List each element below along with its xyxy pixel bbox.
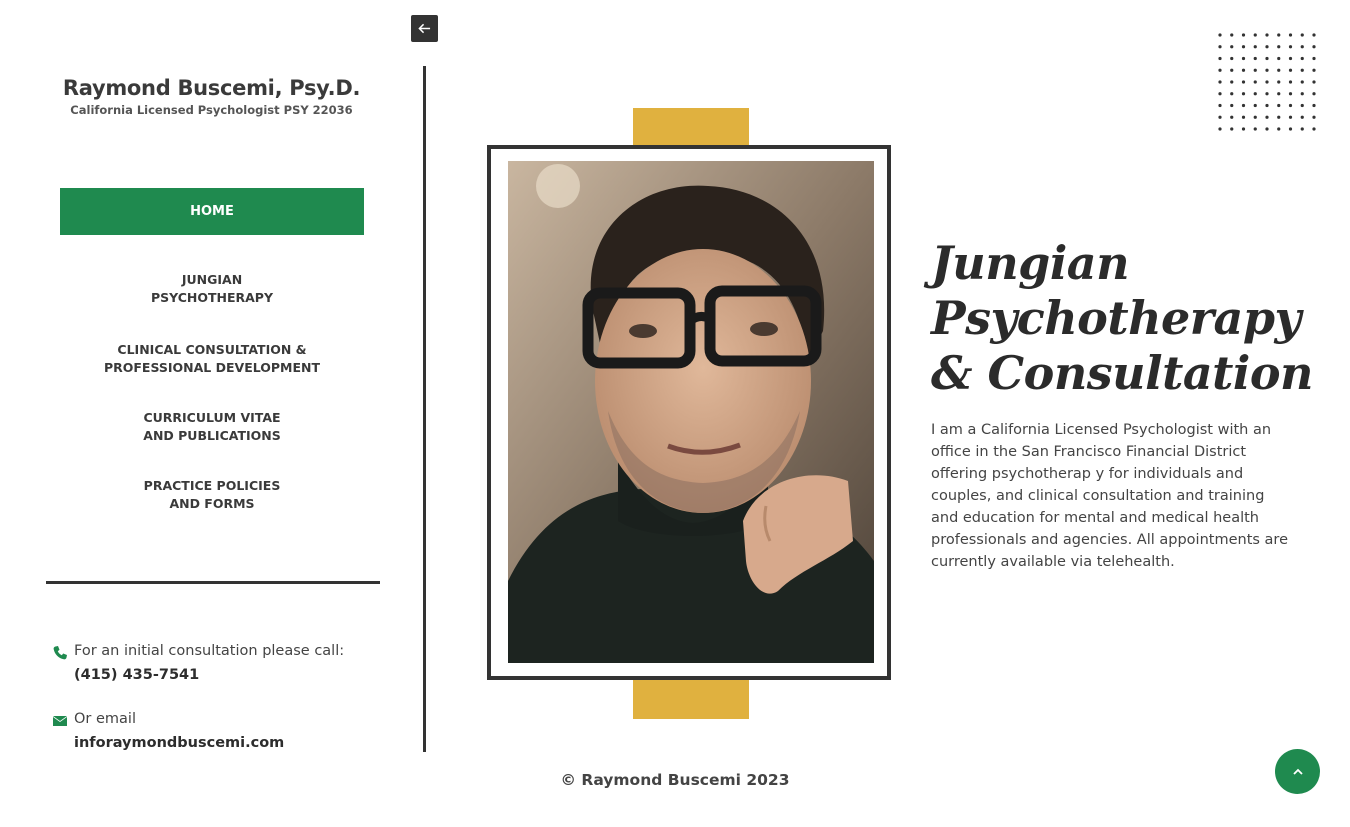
logo-subtitle: California Licensed Psychologist PSY 22036 xyxy=(70,103,353,117)
contact-phone-block xyxy=(52,639,382,687)
decorative-dot-grid xyxy=(1217,32,1317,132)
portrait-photo xyxy=(508,161,874,663)
nav-item-clinical-consultation[interactable]: CLINICAL CONSULTATION & PROFESSIONAL DEVELOPMENT xyxy=(103,342,321,375)
phone-icon xyxy=(52,645,68,661)
email-link[interactable]: inforaymondbuscemi.com xyxy=(74,735,285,751)
sidebar xyxy=(0,0,425,827)
main-nav xyxy=(60,188,364,511)
chevron-up-icon xyxy=(1292,766,1304,778)
logo-name: Raymond Buscemi, Psy.D. xyxy=(62,76,361,100)
arrow-left-icon xyxy=(418,22,431,35)
sidebar-divider xyxy=(46,581,380,584)
hero-title: Jungian Psychotherapy & Consultation xyxy=(931,236,1314,400)
nav-item-curriculum-vitae[interactable]: CURRICULUM VITAE AND PUBLICATIONS xyxy=(143,410,281,443)
hero-description: I am a California Licensed Psychologist with an office in the San Francisco Financial District offering psychotherap y for individuals and couples, and clinical consultation and training and education for mental and medical health professionals and agencies. All appointments are currently available via telehealth. xyxy=(931,422,1288,570)
site-logo[interactable] xyxy=(0,76,423,117)
footer-copyright: © Raymond Buscemi 2023 xyxy=(560,771,790,789)
email-prompt: Or email xyxy=(74,711,136,727)
nav-item-jungian-psychotherapy[interactable]: JUNGIAN PSYCHOTHERAPY xyxy=(150,272,274,305)
nav-item-home[interactable]: HOME xyxy=(60,188,364,235)
nav-item-practice-policies[interactable]: PRACTICE POLICIES AND FORMS xyxy=(143,478,281,511)
contact-email-block xyxy=(52,707,382,755)
scroll-to-top-button[interactable] xyxy=(1275,749,1320,794)
collapse-sidebar-button[interactable] xyxy=(411,15,438,42)
phone-number-link[interactable]: (415) 435-7541 xyxy=(74,667,200,683)
envelope-icon xyxy=(52,713,68,729)
phone-prompt: For an initial consultation please call: xyxy=(74,643,345,659)
sidebar-vertical-divider xyxy=(423,66,426,752)
